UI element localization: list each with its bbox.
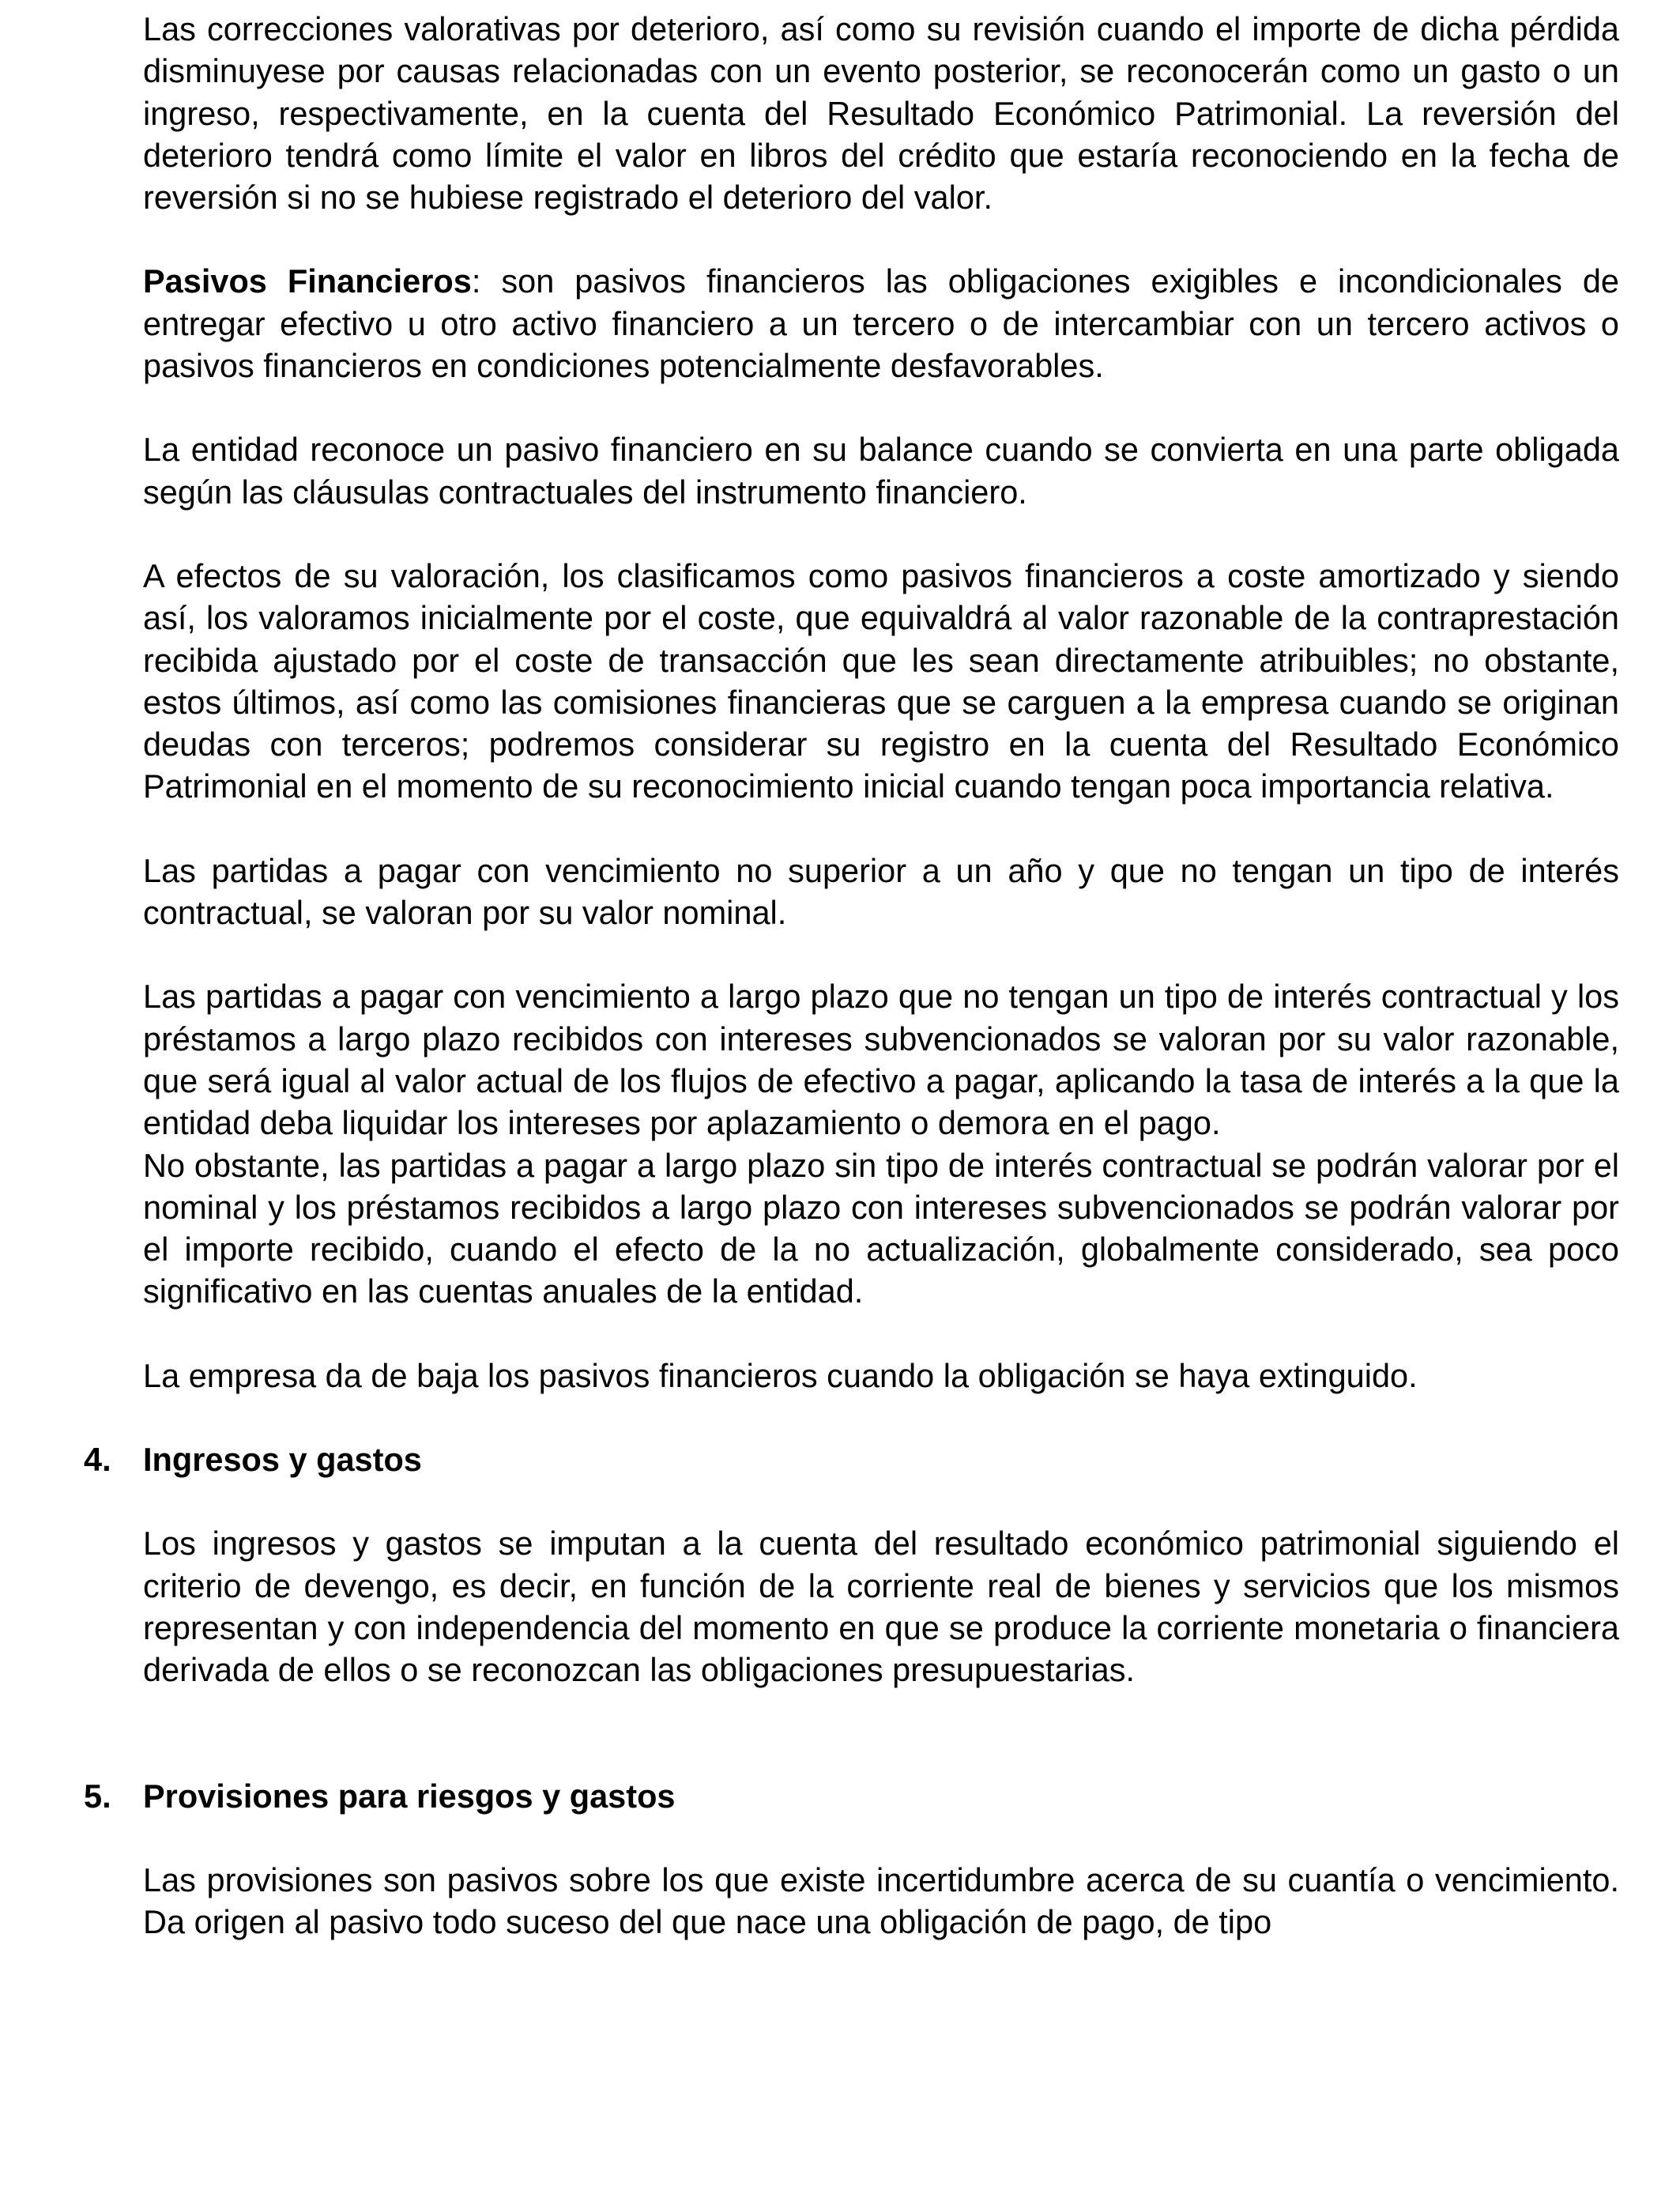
paragraph-pasivos-financieros [143, 260, 1619, 386]
section-number: 4. [84, 1441, 111, 1479]
paragraph-partidas-corto-plazo: Las partidas a pagar con vencimiento no superior a un año y que no tengan un tipo de interés contractual, se valoran por su valor nominal. [143, 851, 1619, 932]
paragraph-baja-pasivos: La empresa da de baja los pasivos financieros cuando la obligación se haya extinguido. [143, 1356, 1418, 1394]
section-heading-ingresos-gastos [84, 1438, 1619, 1480]
section-number: 5. [84, 1777, 111, 1815]
term-pasivos-financieros: Pasivos Financieros [143, 262, 472, 300]
section-title: Provisiones para riesgos y gastos [143, 1777, 676, 1815]
paragraph-ingresos-gastos: Los ingresos y gastos se imputan a la cuenta del resultado económico patrimonial siguiendo el criterio de devengo, es decir, en función de la corriente real de bienes y servicios que los mismos representan y con independencia del momento en que se produce la corriente monetaria o financiera derivada de ellos o se reconozcan las obligaciones presupuestarias. [143, 1525, 1619, 1689]
paragraph-reconocimiento: La entidad reconoce un pasivo financiero en su balance cuando se convierta en una parte obligada según las cláusulas contractuales del instrumento financiero. [143, 431, 1619, 511]
spacer [143, 1733, 1619, 1775]
paragraph-provisiones: Las provisiones son pasivos sobre los que existe incertidumbre acerca de su cuantía o vencimiento. Da origen al pasivo todo suceso del que nace una obligación de pago, de tipo [143, 1860, 1619, 1941]
document-body [84, 8, 1619, 1985]
paragraph-no-obstante: No obstante, las partidas a pagar a largo plazo sin tipo de interés contractual se podrán valorar por el nominal y los préstamos recibidos a largo plazo con intereses subvencionados se podrán valorar por el importe recibido, cuando el efecto de la no actualización, globalmente considerado, sea poco significativo en las cuentas anuales de la entidad. [143, 1146, 1619, 1310]
paragraph-deterioro: Las correcciones valorativas por deterioro, así como su revisión cuando el importe de dicha pérdida disminuyese por causas relacionadas con un evento posterior, se reconocerán como un gasto o un ingreso, respectivamente, en la cuenta del Resultado Económico Patrimonial. La reversión del deterioro tendrá como límite el valor en libros del crédito que estaría reconociendo en la fecha de reversión si no se hubiese registrado el deterioro del valor. [143, 10, 1619, 217]
paragraph-valoracion: A efectos de su valoración, los clasificamos como pasivos financieros a coste amortizado y siendo así, los valoramos inicialmente por el coste, que equivaldrá al valor razonable de la contraprestación recibida ajustado por el coste de transacción que les sean directamente atribuibles; no obstante, estos últimos, así como las comisiones financieras que se carguen a la empresa cuando se originan deudas con terceros; podremos considerar su registro en la cuenta del Resultado Económico Patrimonial en el momento de su reconocimiento inicial cuando tengan poca importancia relativa. [143, 556, 1619, 805]
paragraph-partidas-largo-plazo: Las partidas a pagar con vencimiento a largo plazo que no tengan un tipo de interés contractual y los préstamos a largo plazo recibidos con intereses subvencionados se valoran por su valor razonable, que será igual al valor actual de los flujos de efectivo a pagar, aplicando la tasa de interés a la que la entidad deba liquidar los intereses por aplazamiento o demora en el pago. [143, 978, 1619, 1142]
paragraph-pasivos-financieros-text: : son pasivos financieros las obligaciones exigibles e incondicionales de entregar efectivo u otro activo financiero a un tercero o de intercambiar con un tercero activos o pasivos financieros en condiciones potencialmente desfavorables. [143, 262, 1619, 385]
section-heading-provisiones [84, 1775, 1619, 1817]
section-title: Ingresos y gastos [143, 1441, 422, 1479]
